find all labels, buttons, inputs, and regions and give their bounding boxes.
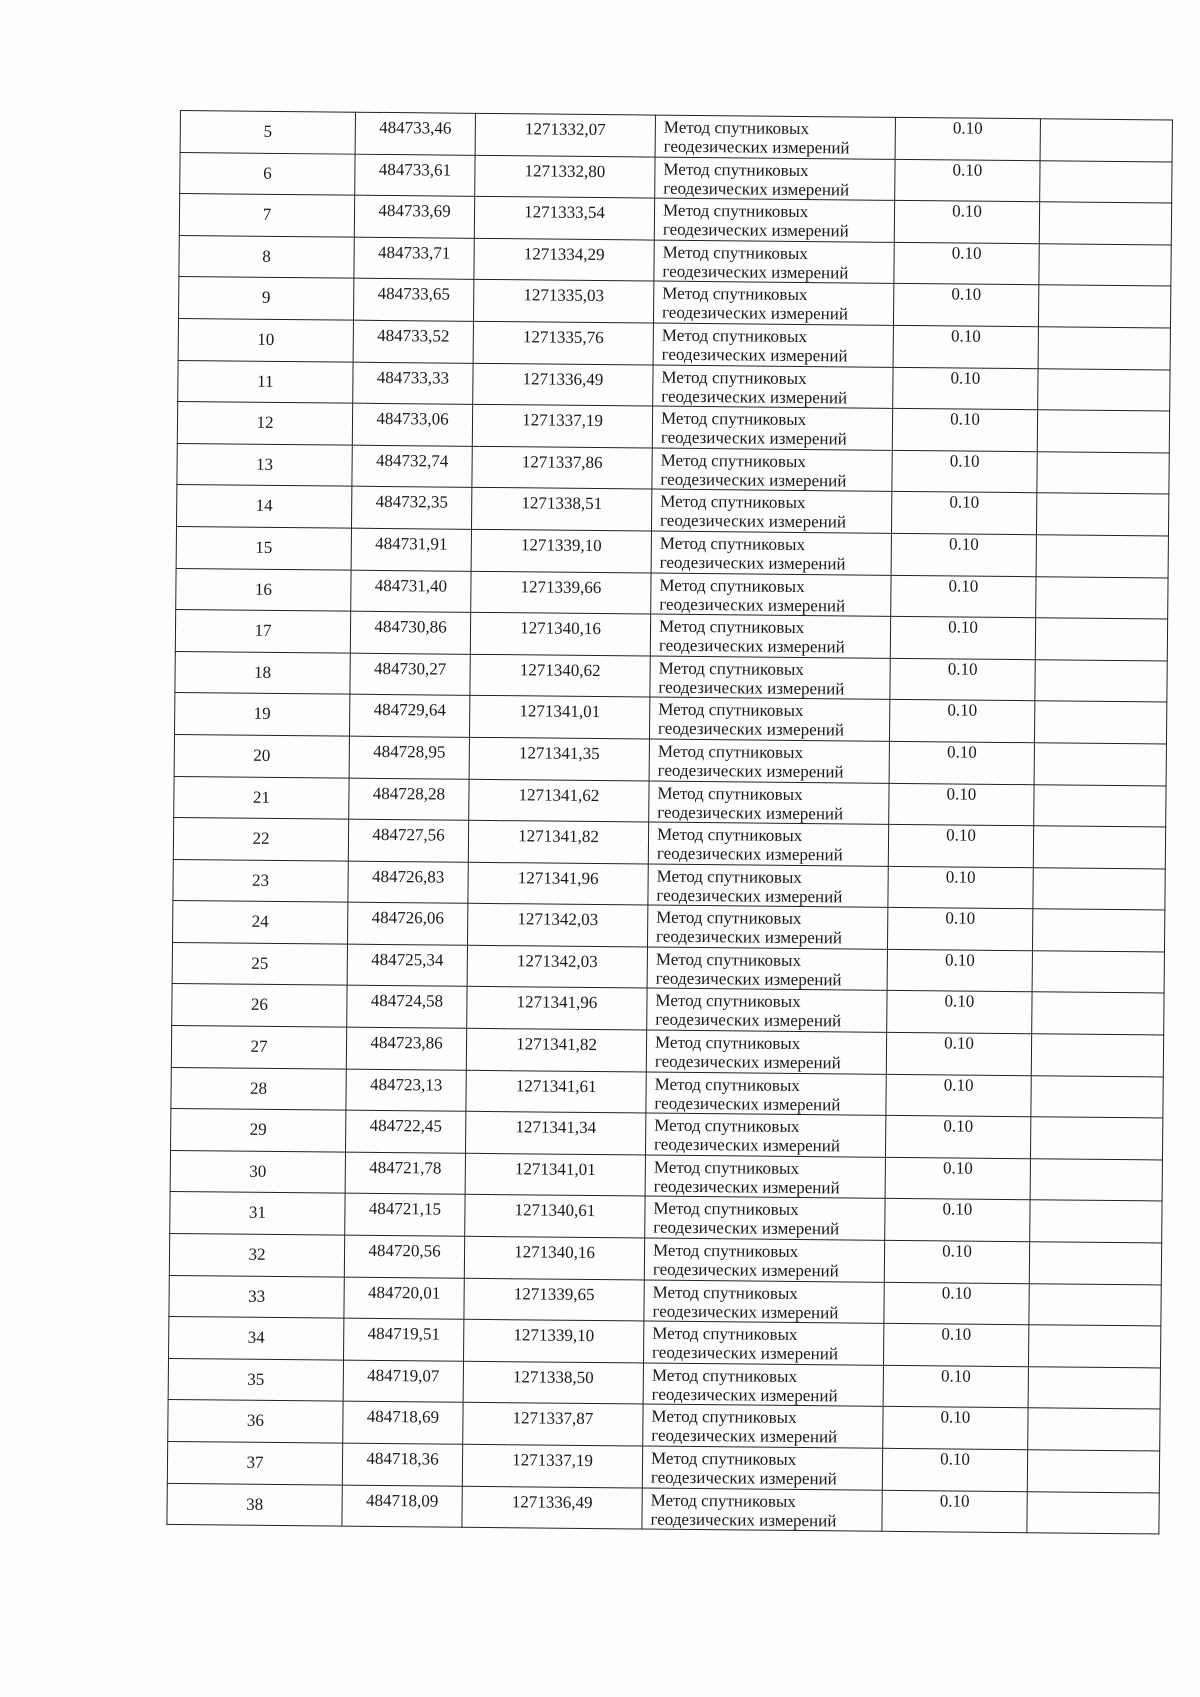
y-coordinate-cell: 1271341,96	[467, 987, 647, 1030]
y-coordinate-cell: 1271334,29	[474, 238, 654, 281]
accuracy-cell: 0.10	[887, 949, 1032, 992]
method-line-2: геодезических измерений	[660, 427, 847, 449]
method-line-2: геодезических измерений	[661, 386, 848, 407]
point-number-cell: 9	[178, 277, 353, 320]
accuracy-cell: 0.10	[889, 700, 1034, 743]
point-number-cell: 5	[180, 111, 355, 154]
method-line-2: геодезических измерений	[654, 1051, 841, 1073]
accuracy-cell: 0.10	[895, 159, 1040, 202]
method-line-2: геодезических измерений	[653, 1218, 840, 1239]
method-cell	[651, 573, 891, 617]
y-coordinate-cell: 1271339,66	[471, 571, 651, 614]
accuracy-cell: 0.10	[890, 658, 1035, 701]
empty-cell	[1029, 1242, 1161, 1285]
method-cell	[642, 1488, 882, 1532]
method-line-2: геодезических измерений	[652, 1301, 839, 1322]
method-line-2: геодезических измерений	[662, 219, 849, 241]
x-coordinate-cell: 484718,36	[342, 1443, 462, 1486]
method-cell	[644, 1238, 884, 1282]
empty-cell	[1040, 160, 1172, 203]
y-coordinate-cell: 1271337,86	[472, 446, 652, 489]
accuracy-cell: 0.10	[883, 1365, 1028, 1408]
x-coordinate-cell: 484718,09	[342, 1485, 462, 1528]
accuracy-cell: 0.10	[887, 908, 1032, 951]
method-line-2: геодезических измерений	[651, 1425, 838, 1447]
table-row	[167, 1483, 1159, 1534]
method-line-1: Метод спутниковых	[654, 1115, 800, 1137]
y-coordinate-cell: 1271332,07	[475, 113, 655, 156]
accuracy-cell: 0.10	[893, 284, 1038, 327]
y-coordinate-cell: 1271341,35	[469, 737, 649, 780]
method-line-2: геодезических измерений	[655, 1010, 842, 1031]
method-line-1: Метод спутниковых	[662, 242, 808, 263]
empty-cell	[1030, 1200, 1162, 1243]
x-coordinate-cell: 484724,58	[347, 986, 467, 1029]
empty-cell	[1034, 701, 1166, 744]
method-cell	[646, 1072, 886, 1116]
point-number-cell: 32	[169, 1233, 344, 1276]
empty-cell	[1030, 1117, 1162, 1160]
method-line-1: Метод спутниковых	[661, 325, 808, 346]
point-number-cell: 24	[173, 901, 348, 944]
accuracy-cell: 0.10	[891, 533, 1036, 576]
x-coordinate-cell: 484727,56	[348, 819, 468, 862]
point-number-cell: 31	[170, 1192, 345, 1235]
x-coordinate-cell: 484731,91	[351, 528, 471, 571]
y-coordinate-cell: 1271341,01	[469, 696, 649, 739]
method-line-2: геодезических измерений	[657, 718, 845, 740]
y-coordinate-cell: 1271339,10	[464, 1319, 644, 1362]
method-cell	[649, 697, 889, 741]
method-cell	[654, 240, 894, 284]
point-number-cell: 20	[174, 734, 349, 777]
method-line-1: Метод спутниковых	[662, 284, 808, 305]
empty-cell	[1027, 1491, 1159, 1534]
accuracy-cell: 0.10	[884, 1240, 1029, 1283]
accuracy-cell: 0.10	[895, 117, 1040, 160]
point-number-cell: 30	[170, 1150, 345, 1193]
x-coordinate-cell: 484728,28	[349, 778, 469, 821]
method-line-1: Метод спутниковых	[657, 741, 804, 762]
empty-cell	[1039, 202, 1171, 245]
point-number-cell: 38	[167, 1483, 342, 1526]
method-line-1: Метод спутниковых	[650, 1448, 797, 1469]
method-line-1: Метод спутниковых	[656, 907, 802, 929]
empty-cell	[1032, 951, 1164, 994]
y-coordinate-cell: 1271340,62	[470, 654, 650, 697]
empty-cell	[1035, 618, 1167, 661]
coordinates-table-body	[167, 111, 1173, 1535]
x-coordinate-cell: 484729,64	[349, 694, 469, 737]
x-coordinate-cell: 484721,78	[345, 1152, 465, 1195]
y-coordinate-cell: 1271336,49	[462, 1486, 642, 1529]
method-cell	[652, 406, 892, 450]
empty-cell	[1032, 992, 1164, 1035]
method-cell	[649, 739, 889, 783]
empty-cell	[1037, 451, 1169, 494]
accuracy-cell: 0.10	[883, 1407, 1028, 1450]
accuracy-cell: 0.10	[892, 409, 1037, 452]
method-line-2: геодезических измерений	[661, 344, 848, 366]
method-cell	[646, 1030, 886, 1074]
x-coordinate-cell: 484732,74	[352, 445, 472, 488]
method-line-1: Метод спутниковых	[663, 117, 810, 139]
point-number-cell: 29	[171, 1109, 346, 1152]
empty-cell	[1031, 1034, 1163, 1077]
y-coordinate-cell: 1271342,03	[467, 904, 647, 947]
y-coordinate-cell: 1271340,16	[470, 612, 650, 655]
y-coordinate-cell: 1271337,19	[472, 404, 652, 447]
method-line-1: Метод спутниковых	[651, 1406, 797, 1428]
empty-cell	[1033, 826, 1165, 869]
empty-cell	[1027, 1450, 1159, 1493]
method-line-1: Метод спутниковых	[662, 200, 809, 222]
point-number-cell: 12	[177, 402, 352, 445]
empty-cell	[1033, 867, 1165, 910]
x-coordinate-cell: 484732,35	[351, 487, 471, 530]
y-coordinate-cell: 1271342,03	[467, 945, 647, 988]
accuracy-cell: 0.10	[894, 201, 1039, 244]
method-cell	[643, 1404, 883, 1448]
empty-cell	[1035, 659, 1167, 702]
method-line-1: Метод спутниковых	[652, 1282, 798, 1303]
x-coordinate-cell: 484733,52	[353, 320, 473, 363]
method-line-2: геодезических измерений	[650, 1509, 837, 1530]
y-coordinate-cell: 1271338,50	[463, 1361, 643, 1404]
point-number-cell: 26	[172, 984, 347, 1027]
method-line-2: геодезических измерений	[654, 1093, 841, 1115]
method-cell	[653, 281, 893, 325]
empty-cell	[1030, 1159, 1162, 1202]
empty-cell	[1028, 1408, 1160, 1451]
point-number-cell: 11	[178, 360, 353, 403]
y-coordinate-cell: 1271339,65	[464, 1278, 644, 1321]
method-line-2: геодезических измерений	[659, 594, 846, 615]
method-line-2: геодезических измерений	[656, 843, 843, 865]
method-cell	[653, 365, 893, 409]
y-coordinate-cell: 1271332,80	[475, 155, 655, 198]
x-coordinate-cell: 484719,07	[343, 1360, 463, 1403]
x-coordinate-cell: 484723,86	[346, 1027, 466, 1070]
point-number-cell: 22	[173, 818, 348, 861]
y-coordinate-cell: 1271337,19	[462, 1444, 642, 1487]
point-number-cell: 35	[168, 1358, 343, 1401]
x-coordinate-cell: 484733,06	[352, 403, 472, 446]
method-cell	[645, 1155, 885, 1199]
x-coordinate-cell: 484733,65	[353, 279, 473, 322]
x-coordinate-cell: 484731,40	[351, 570, 471, 613]
method-cell	[648, 822, 888, 866]
method-cell	[652, 448, 892, 492]
point-number-cell: 13	[177, 443, 352, 486]
method-line-1: Метод спутниковых	[654, 1032, 801, 1054]
accuracy-cell: 0.10	[892, 450, 1037, 493]
accuracy-cell: 0.10	[882, 1490, 1027, 1533]
point-number-cell: 15	[176, 526, 351, 569]
accuracy-cell: 0.10	[883, 1324, 1028, 1367]
method-line-1: Метод спутниковых	[660, 408, 807, 430]
method-line-2: геодезических измерений	[652, 1259, 839, 1281]
empty-cell	[1032, 909, 1164, 952]
method-cell	[648, 864, 888, 908]
method-line-2: геодезических измерений	[658, 635, 845, 657]
empty-cell	[1039, 244, 1171, 287]
empty-cell	[1031, 1075, 1163, 1118]
y-coordinate-cell: 1271340,61	[465, 1195, 645, 1238]
method-line-1: Метод спутниковых	[659, 533, 806, 554]
accuracy-cell: 0.10	[885, 1157, 1030, 1200]
x-coordinate-cell: 484726,83	[348, 861, 468, 904]
accuracy-cell: 0.10	[888, 824, 1033, 867]
accuracy-cell: 0.10	[891, 492, 1036, 535]
y-coordinate-cell: 1271340,16	[464, 1236, 644, 1279]
empty-cell	[1028, 1325, 1160, 1368]
method-line-2: геодезических измерений	[657, 760, 844, 782]
accuracy-cell: 0.10	[893, 367, 1038, 410]
method-line-1: Метод спутниковых	[660, 450, 806, 471]
method-line-1: Метод спутниковых	[661, 367, 807, 388]
empty-cell	[1040, 119, 1172, 162]
method-line-2: геодезических измерений	[660, 469, 847, 491]
method-line-1: Метод спутниковых	[652, 1323, 798, 1345]
point-number-cell: 19	[175, 693, 350, 736]
method-line-1: Метод спутниковых	[663, 159, 809, 180]
method-line-1: Метод спутниковых	[653, 1157, 800, 1178]
x-coordinate-cell: 484733,61	[355, 154, 475, 197]
method-line-1: Метод спутниковых	[658, 616, 805, 638]
point-number-cell: 25	[172, 942, 347, 985]
method-line-1: Метод спутниковых	[660, 491, 806, 513]
accuracy-cell: 0.10	[893, 325, 1038, 368]
method-line-2: геодезических измерений	[656, 885, 843, 907]
x-coordinate-cell: 484728,95	[349, 736, 469, 779]
accuracy-cell: 0.10	[885, 1116, 1030, 1159]
x-coordinate-cell: 484730,27	[350, 653, 470, 696]
y-coordinate-cell: 1271335,76	[473, 321, 653, 364]
empty-cell	[1038, 368, 1170, 411]
method-line-1: Метод спутниковых	[651, 1365, 798, 1386]
method-line-2: геодезических измерений	[663, 178, 850, 200]
empty-cell	[1034, 784, 1166, 827]
point-number-cell: 33	[169, 1275, 344, 1318]
y-coordinate-cell: 1271341,82	[468, 820, 648, 863]
point-number-cell: 21	[174, 776, 349, 819]
method-line-2: геодезических измерений	[662, 261, 849, 283]
method-line-1: Метод спутниковых	[659, 575, 805, 596]
method-line-2: геодезических измерений	[663, 136, 850, 158]
empty-cell	[1036, 576, 1168, 619]
method-cell	[647, 988, 887, 1032]
method-cell	[655, 115, 895, 159]
point-number-cell: 14	[177, 485, 352, 528]
empty-cell	[1028, 1367, 1160, 1410]
method-cell	[651, 489, 891, 533]
x-coordinate-cell: 484733,33	[353, 362, 473, 405]
accuracy-cell: 0.10	[888, 866, 1033, 909]
method-cell	[649, 781, 889, 825]
method-line-1: Метод спутниковых	[658, 699, 804, 721]
method-line-2: геодезических измерений	[658, 677, 845, 699]
method-line-1: Метод спутниковых	[657, 783, 803, 804]
x-coordinate-cell: 484718,69	[343, 1402, 463, 1445]
empty-cell	[1034, 743, 1166, 786]
point-number-cell: 18	[175, 651, 350, 694]
y-coordinate-cell: 1271338,51	[471, 488, 651, 531]
x-coordinate-cell: 484733,46	[355, 112, 475, 155]
y-coordinate-cell: 1271341,96	[468, 862, 648, 905]
y-coordinate-cell: 1271336,49	[473, 363, 653, 406]
y-coordinate-cell: 1271339,10	[471, 529, 651, 572]
point-number-cell: 8	[179, 235, 354, 278]
y-coordinate-cell: 1271337,87	[463, 1403, 643, 1446]
method-cell	[645, 1196, 885, 1240]
method-line-2: геодезических измерений	[651, 1384, 838, 1406]
x-coordinate-cell: 484719,51	[344, 1318, 464, 1361]
method-line-2: геодезических измерений	[661, 303, 849, 324]
method-cell	[644, 1280, 884, 1324]
method-cell	[642, 1446, 882, 1490]
method-cell	[651, 531, 891, 575]
x-coordinate-cell: 484730,86	[350, 611, 470, 654]
x-coordinate-cell: 484720,56	[344, 1235, 464, 1278]
method-line-2: геодезических измерений	[659, 552, 846, 574]
method-line-2: геодезических измерений	[655, 968, 842, 990]
method-line-2: геодезических измерений	[654, 1134, 841, 1156]
coordinates-table	[166, 110, 1173, 1535]
y-coordinate-cell: 1271341,82	[466, 1028, 646, 1071]
empty-cell	[1038, 327, 1170, 370]
y-coordinate-cell: 1271333,54	[474, 197, 654, 240]
method-cell	[650, 614, 890, 658]
method-cell	[655, 157, 895, 201]
y-coordinate-cell: 1271335,03	[473, 280, 653, 323]
x-coordinate-cell: 484721,15	[345, 1194, 465, 1237]
method-cell	[647, 947, 887, 991]
empty-cell	[1036, 535, 1168, 578]
x-coordinate-cell: 484733,71	[354, 237, 474, 280]
x-coordinate-cell: 484722,45	[346, 1110, 466, 1153]
accuracy-cell: 0.10	[894, 242, 1039, 285]
method-line-1: Метод спутниковых	[650, 1490, 796, 1511]
method-cell	[645, 1113, 885, 1157]
y-coordinate-cell: 1271341,01	[465, 1153, 645, 1196]
method-line-1: Метод спутниковых	[652, 1240, 799, 1262]
x-coordinate-cell: 484720,01	[344, 1277, 464, 1320]
accuracy-cell: 0.10	[891, 575, 1036, 618]
point-number-cell: 6	[180, 152, 355, 195]
point-number-cell: 28	[171, 1067, 346, 1110]
x-coordinate-cell: 484733,69	[354, 195, 474, 238]
method-line-1: Метод спутниковых	[656, 824, 803, 846]
method-line-2: геодезических измерений	[657, 802, 844, 823]
method-line-1: Метод спутниковых	[655, 949, 802, 970]
empty-cell	[1036, 493, 1168, 536]
y-coordinate-cell: 1271341,62	[469, 779, 649, 822]
point-number-cell: 23	[173, 859, 348, 902]
accuracy-cell: 0.10	[886, 1074, 1031, 1117]
method-cell	[650, 656, 890, 700]
point-number-cell: 17	[175, 610, 350, 653]
empty-cell	[1029, 1283, 1161, 1326]
method-line-1: Метод спутниковых	[654, 1074, 800, 1095]
y-coordinate-cell: 1271341,61	[466, 1070, 646, 1113]
method-cell	[643, 1363, 883, 1407]
accuracy-cell: 0.10	[885, 1199, 1030, 1242]
accuracy-cell: 0.10	[889, 741, 1034, 784]
point-number-cell: 10	[178, 318, 353, 361]
method-line-1: Метод спутниковых	[655, 991, 801, 1012]
x-coordinate-cell: 484726,06	[348, 902, 468, 945]
empty-cell	[1037, 410, 1169, 453]
accuracy-cell: 0.10	[884, 1282, 1029, 1325]
accuracy-cell: 0.10	[887, 991, 1032, 1034]
accuracy-cell: 0.10	[886, 1032, 1031, 1075]
method-line-2: геодезических измерений	[650, 1467, 837, 1489]
method-line-1: Метод спутниковых	[653, 1199, 799, 1220]
method-line-1: Метод спутниковых	[658, 658, 804, 679]
coordinates-table-container	[166, 110, 1172, 1535]
point-number-cell: 37	[167, 1441, 342, 1484]
x-coordinate-cell: 484723,13	[346, 1069, 466, 1112]
method-line-2: геодезических измерений	[655, 926, 843, 948]
point-number-cell: 7	[179, 194, 354, 237]
empty-cell	[1038, 285, 1170, 328]
method-line-2: геодезических измерений	[653, 1176, 840, 1198]
accuracy-cell: 0.10	[889, 783, 1034, 826]
accuracy-cell: 0.10	[882, 1448, 1027, 1491]
point-number-cell: 36	[168, 1400, 343, 1443]
method-cell	[643, 1321, 883, 1365]
y-coordinate-cell: 1271341,34	[465, 1112, 645, 1155]
point-number-cell: 16	[176, 568, 351, 611]
method-cell	[653, 323, 893, 367]
point-number-cell: 27	[171, 1026, 346, 1069]
accuracy-cell: 0.10	[890, 616, 1035, 659]
point-number-cell: 34	[169, 1317, 344, 1360]
method-line-1: Метод спутниковых	[656, 866, 802, 887]
method-line-2: геодезических измерений	[659, 510, 847, 532]
method-line-2: геодезических измерений	[652, 1342, 839, 1364]
x-coordinate-cell: 484725,34	[347, 944, 467, 987]
method-cell	[654, 198, 894, 242]
method-cell	[647, 905, 887, 949]
